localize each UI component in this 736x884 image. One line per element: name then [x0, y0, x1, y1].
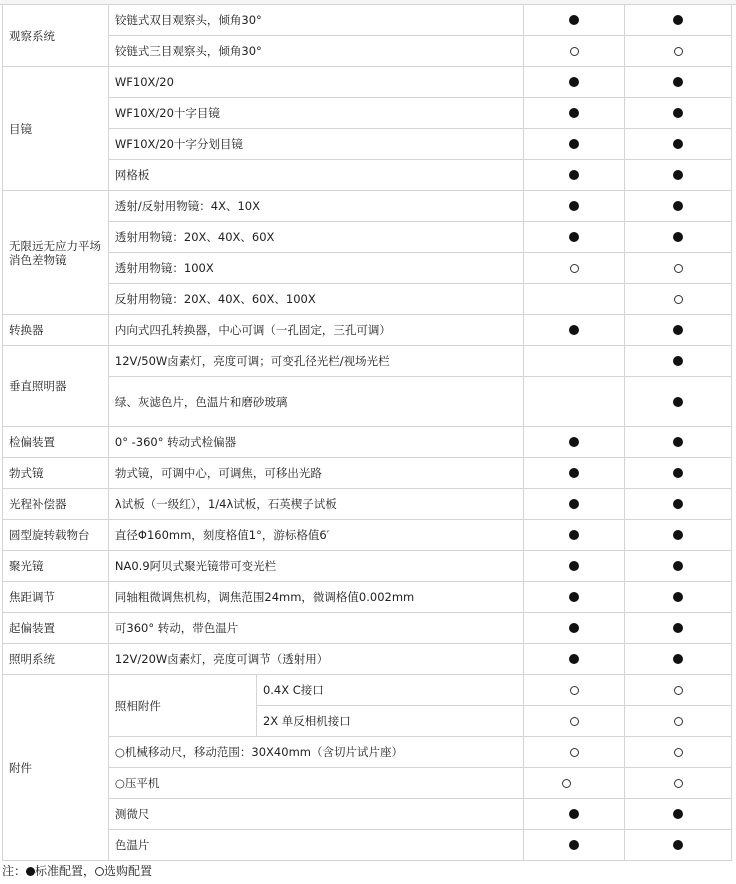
standard-mark — [524, 67, 625, 98]
category-cell: 目镜 — [3, 67, 109, 191]
table-row — [3, 377, 732, 427]
standard-mark — [625, 160, 732, 191]
category-cell: 起偏装置 — [3, 613, 109, 644]
table-row — [3, 520, 732, 551]
table-row — [3, 489, 732, 520]
table-row — [3, 346, 732, 377]
item-cell: WF10X/20 — [108, 67, 523, 98]
table-row — [3, 222, 732, 253]
optional-mark — [625, 706, 732, 737]
standard-mark — [625, 98, 732, 129]
table-row — [3, 284, 732, 315]
standard-mark — [625, 346, 732, 377]
item-cell: 铰链式三目观察头，倾角30° — [108, 36, 523, 67]
table-row — [3, 830, 732, 861]
standard-mark — [625, 315, 732, 346]
standard-mark — [625, 520, 732, 551]
optional-mark — [625, 768, 732, 799]
item-cell: 勃式镜，可调中心，可调焦，可移出光路 — [108, 458, 523, 489]
item-cell: 透射/反射用物镜：4X、10X — [108, 191, 523, 222]
optional-ring-icon — [95, 867, 104, 876]
optional-mark — [524, 36, 625, 67]
category-cell: 光程补偿器 — [3, 489, 109, 520]
item-cell: 网格板 — [108, 160, 523, 191]
table-row — [3, 768, 732, 799]
item-cell: λ试板（一级红），1/4λ试板，石英楔子试板 — [108, 489, 523, 520]
optional-mark — [524, 737, 625, 768]
item-cell: WF10X/20十字目镜 — [108, 98, 523, 129]
standard-mark — [524, 191, 625, 222]
category-cell: 照明系统 — [3, 644, 109, 675]
table-row — [3, 427, 732, 458]
item-cell: 内向式四孔转换器，中心可调（一孔固定，三孔可调） — [108, 315, 523, 346]
item-cell: 色温片 — [108, 830, 523, 861]
standard-mark — [625, 458, 732, 489]
standard-dot-icon — [26, 867, 35, 876]
item-cell: 2X 单反相机接口 — [256, 706, 523, 737]
standard-mark — [524, 613, 625, 644]
optional-mark — [625, 675, 732, 706]
item-cell: ○压平机 — [108, 768, 523, 799]
table-row — [3, 36, 732, 67]
table-row — [3, 675, 732, 706]
standard-mark — [625, 191, 732, 222]
item-cell: 绿、灰滤色片，色温片和磨砂玻璃 — [108, 377, 523, 427]
table-row — [3, 129, 732, 160]
category-cell: 无限远无应力平场消色差物镜 — [3, 191, 109, 315]
category-cell: 圆型旋转载物台 — [3, 520, 109, 551]
standard-mark — [524, 489, 625, 520]
item-cell: 0.4X C接口 — [256, 675, 523, 706]
table-row — [3, 737, 732, 768]
standard-mark — [524, 129, 625, 160]
standard-mark — [625, 377, 732, 427]
standard-mark — [625, 644, 732, 675]
table-row — [3, 191, 732, 222]
item-cell: 反射用物镜：20X、40X、60X、100X — [108, 284, 523, 315]
footnote-optional: 选购配置 — [104, 864, 153, 878]
standard-mark — [524, 222, 625, 253]
standard-mark — [524, 644, 625, 675]
item-cell: 12V/50W卤素灯，亮度可调；可变孔径光栏/视场光栏 — [108, 346, 523, 377]
empty-mark — [524, 346, 625, 377]
standard-mark — [625, 67, 732, 98]
table-row — [3, 5, 732, 36]
standard-mark — [625, 830, 732, 861]
item-cell: 同轴粗微调焦机构，调焦范围24mm，微调格值0.002mm — [108, 582, 523, 613]
category-cell: 检偏装置 — [3, 427, 109, 458]
standard-mark — [625, 489, 732, 520]
table-row — [3, 98, 732, 129]
empty-mark — [524, 377, 625, 427]
table-row — [3, 253, 732, 284]
standard-mark — [524, 315, 625, 346]
standard-mark — [524, 5, 625, 36]
optional-mark — [524, 706, 625, 737]
standard-mark — [625, 582, 732, 613]
table-row — [3, 160, 732, 191]
item-cell: 12V/20W卤素灯，亮度可调节（透射用） — [108, 644, 523, 675]
category-cell: 聚光镜 — [3, 551, 109, 582]
optional-mark — [524, 675, 625, 706]
item-cell: 0° -360° 转动式检偏器 — [108, 427, 523, 458]
optional-mark — [625, 284, 732, 315]
empty-mark — [524, 284, 625, 315]
category-cell: 观察系统 — [3, 5, 109, 67]
item-cell: 铰链式双目观察头，倾角30° — [108, 5, 523, 36]
table-row — [3, 67, 732, 98]
standard-mark — [524, 98, 625, 129]
item-cell: 直径Φ160mm，刻度格值1°，游标格值6′ — [108, 520, 523, 551]
standard-mark — [524, 799, 625, 830]
item-cell: 透射用物镜：20X、40X、60X — [108, 222, 523, 253]
standard-mark — [524, 520, 625, 551]
item-cell: WF10X/20十字分划目镜 — [108, 129, 523, 160]
standard-mark — [625, 222, 732, 253]
standard-mark — [625, 551, 732, 582]
standard-mark — [524, 551, 625, 582]
optional-mark — [625, 253, 732, 284]
category-cell: 转换器 — [3, 315, 109, 346]
standard-mark — [524, 458, 625, 489]
item-cell: 测微尺 — [108, 799, 523, 830]
table-row — [3, 458, 732, 489]
table-row — [3, 315, 732, 346]
standard-mark — [625, 799, 732, 830]
table-row — [3, 799, 732, 830]
table-row — [3, 582, 732, 613]
item-cell: ○机械移动尺，移动范围：30X40mm（含切片试片座） — [108, 737, 523, 768]
item-cell: 可360° 转动，带色温片 — [108, 613, 523, 644]
category-cell: 垂直照明器 — [3, 346, 109, 427]
footnote-standard: 标准配置， — [35, 864, 96, 878]
standard-mark — [625, 613, 732, 644]
sub-category-cell: 照相附件 — [108, 675, 256, 737]
optional-mark — [524, 253, 625, 284]
item-cell: NA0.9阿贝式聚光镜带可变光栏 — [108, 551, 523, 582]
optional-mark — [625, 36, 732, 67]
standard-mark — [524, 582, 625, 613]
standard-mark — [524, 160, 625, 191]
footnote-prefix: 注： — [2, 864, 27, 878]
table-row — [3, 551, 732, 582]
category-cell: 附件 — [3, 675, 109, 861]
table-row — [3, 613, 732, 644]
item-cell: 透射用物镜：100X — [108, 253, 523, 284]
standard-mark — [524, 427, 625, 458]
standard-mark — [524, 830, 625, 861]
optional-mark — [524, 768, 625, 799]
footnote — [2, 862, 152, 880]
spec-table — [2, 4, 732, 861]
standard-mark — [625, 5, 732, 36]
standard-mark — [625, 129, 732, 160]
standard-mark — [625, 427, 732, 458]
optional-mark — [625, 737, 732, 768]
category-cell: 焦距调节 — [3, 582, 109, 613]
table-row — [3, 644, 732, 675]
category-cell: 勃式镜 — [3, 458, 109, 489]
